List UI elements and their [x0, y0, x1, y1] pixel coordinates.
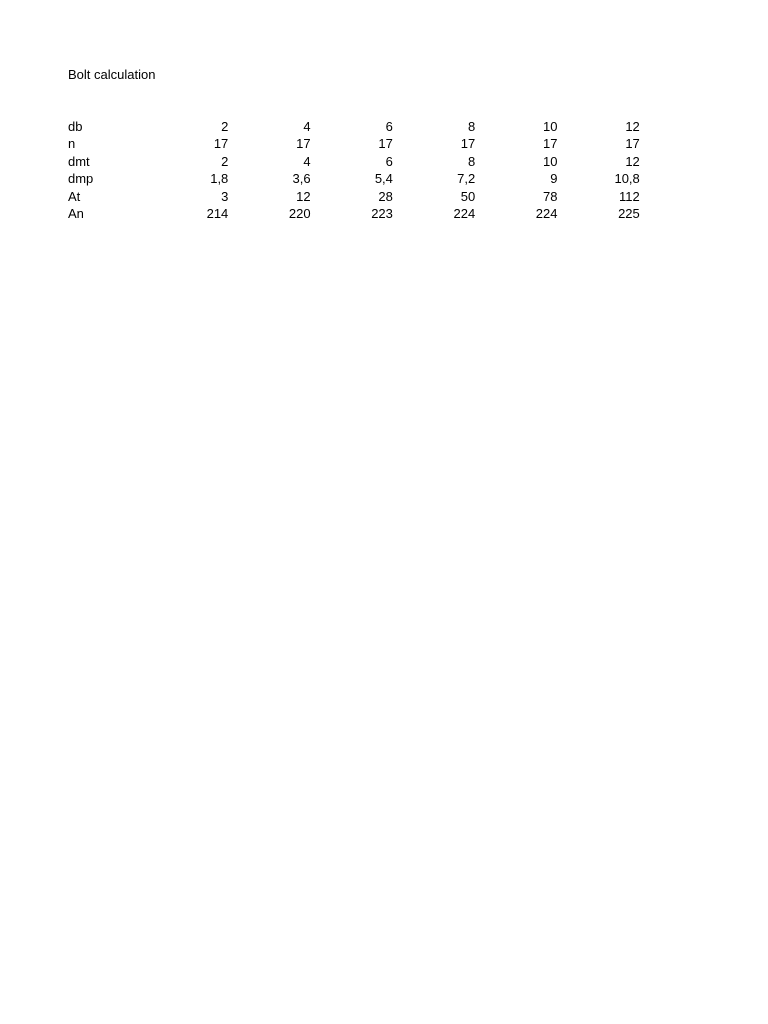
table-cell: 224: [453, 206, 476, 222]
table-cell: 7,2: [457, 171, 476, 187]
row-label: dmp: [68, 171, 94, 187]
table-row: [68, 153, 640, 170]
bolt-table: [68, 118, 640, 222]
table-row: [68, 170, 640, 187]
table-cell: 4: [303, 119, 311, 134]
table-cell: 3: [221, 188, 229, 204]
table-row: [68, 205, 640, 222]
table-cell: 12: [625, 153, 640, 169]
table-cell: 50: [460, 188, 476, 204]
table-cell: 17: [296, 136, 311, 152]
table-cell: 3,6: [292, 171, 311, 187]
table-row: [68, 188, 640, 205]
sheet-title: Bolt calculation: [68, 67, 156, 82]
row-label: n: [68, 136, 76, 152]
row-label: An: [68, 206, 84, 222]
table-cell: 28: [378, 188, 393, 204]
table-cell: 12: [625, 119, 640, 134]
table-cell: 2: [221, 119, 229, 134]
table-cell: 224: [535, 206, 558, 222]
table-cell: 6: [385, 153, 393, 169]
table-cell: 9: [550, 171, 558, 187]
table-cell: 1,8: [210, 171, 229, 187]
table-row: [68, 118, 640, 135]
table-cell: 17: [625, 136, 640, 152]
table-cell: 4: [303, 153, 311, 169]
row-label: dmt: [68, 153, 90, 169]
table-cell: 8: [467, 153, 476, 169]
table-cell: 8: [467, 119, 476, 134]
table-cell: 225: [618, 206, 640, 222]
row-label: db: [68, 119, 83, 134]
table-cell: 12: [296, 188, 311, 204]
table-cell: 112: [619, 188, 640, 204]
table-cell: 17: [543, 136, 558, 152]
table-cell: 5,4: [374, 171, 393, 187]
table-cell: 214: [206, 206, 229, 222]
table-row: [68, 135, 640, 152]
table-cell: 17: [460, 136, 476, 152]
table-cell: 17: [378, 136, 393, 152]
row-label: At: [68, 188, 81, 204]
table-cell: 223: [371, 206, 393, 222]
table-cell: 78: [543, 188, 558, 204]
table-cell: 2: [221, 153, 229, 169]
table-cell: 220: [288, 206, 311, 222]
table-cell: 17: [213, 136, 229, 152]
table-cell: 6: [385, 119, 393, 134]
table-cell: 10: [543, 119, 558, 134]
table-cell: 10: [543, 153, 558, 169]
table-cell: 10,8: [614, 171, 640, 187]
